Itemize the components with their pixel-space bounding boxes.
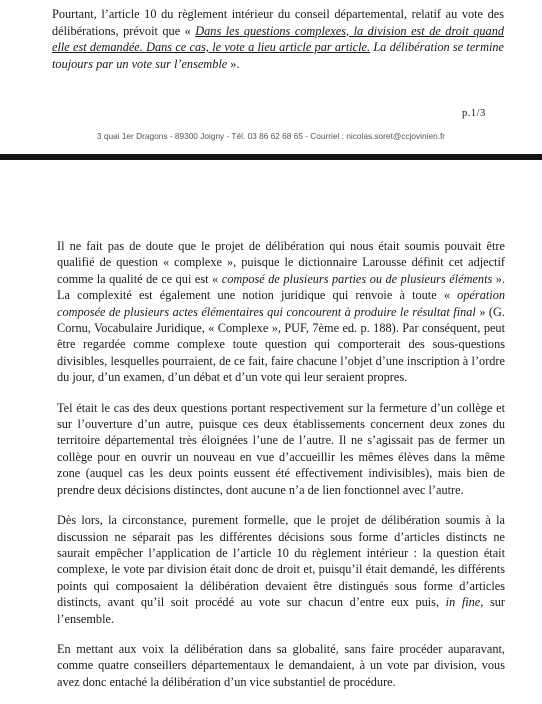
text-run: Pourtant, l’article 10 du règlement intérieur du conseil départemental, relatif au vote des délibérations, prévoit que « <box>52 7 504 38</box>
page-2-body <box>57 238 505 704</box>
paragraph-formal-circumstance <box>57 512 505 627</box>
text-run: ». <box>227 56 240 71</box>
text-run: ». La complexité est également une notion juridique qui renvoie à toute « <box>57 271 506 303</box>
italic-in-fine: in fine <box>445 595 481 610</box>
paragraph-conclusion: En mettant aux voix la délibération dans sa globalité, sans faire procéder auparavant, comme quatre conseillers départementaux le demandaient, à un vote par division, vous avez donc entaché la délibération d’un vice substantiel de procédure. <box>57 641 505 689</box>
italic-quote: La délibération se termine toujours par un vote sur l’ensemble <box>52 40 504 71</box>
text-run: » (G. Cornu, Vocabulaire Juridique, « Complexe », PUF, 7ème ed. p. 188). Par conséquent, peut être regardée comme complexe toute question qui comporterait des sous-questions divisibles, lesquelles pourraient, de ce fait, faire chacune l’objet d’une inscription à l’ordre du jour, d’un examen, d’un débat et d’un vote qui leur seraient propres. <box>57 304 505 385</box>
page-number: p.1/3 <box>462 108 486 119</box>
text-run: , sur l’ensemble. <box>57 595 505 626</box>
italic-definition: opération composée de plusieurs actes élémentaires qui concourent à produire le résultat final <box>57 288 505 319</box>
underlined-quote: Dans les questions complexes, la division est de droit quand elle est demandée. Dans ce cas, le vote a lieu article par article. <box>52 23 504 54</box>
letter-footer: 3 quai 1er Dragons - 89300 Joigny - Tél. 03 86 62 68 65 - Courriel : nicolas.soret@ccjovinien.fr <box>96 131 446 141</box>
text-run: Il ne fait pas de doute que le projet de délibération qui nous était soumis pouvait être qualifié de question « complexe », puisque le dictionnaire Larousse définit cet adjectif comme la qualité de ce qui est « <box>57 239 505 286</box>
article-10-quote-paragraph <box>52 6 504 72</box>
page-divider <box>0 154 542 160</box>
paragraph-two-colleges: Tel était le cas des deux questions portant respectivement sur la fermeture d’un collège et sur l’ouverture d’un autre, puisque ces deux établissements concernent deux zones du territoire départemental très éloignées l’une de l’autre. Il ne s’agissait pas de fermer un collège pour en ouvrir un nouveau en vue d’accueillir les mêmes élèves dans la même zone (auquel cas les deux points eussent été effectivement indivisibles), mais bien de prendre deux décisions distinctes, dont aucune n’a de lien fonctionnel avec l’autre. <box>57 400 505 497</box>
italic-definition: composé de plusieurs parties ou de plusieurs éléments <box>221 271 493 286</box>
page-1-bottom <box>0 0 542 152</box>
paragraph-complex-question <box>57 238 505 386</box>
text-run: Dès lors, la circonstance, purement formelle, que le projet de délibération soumis à la discussion ne séparait pas les différentes décisions sous forme d’articles distincts ne saurait empêcher l’application de l’article 10 du règlement intérieur : la question était complexe, le vote par division était donc de droit et, puisqu’il était demandé, les différents points qui composaient la délibération devaient être distingués sous forme d’articles distincts, avant qu’il soit procédé au vote sur chacun d’entre eux puis, <box>57 513 505 610</box>
